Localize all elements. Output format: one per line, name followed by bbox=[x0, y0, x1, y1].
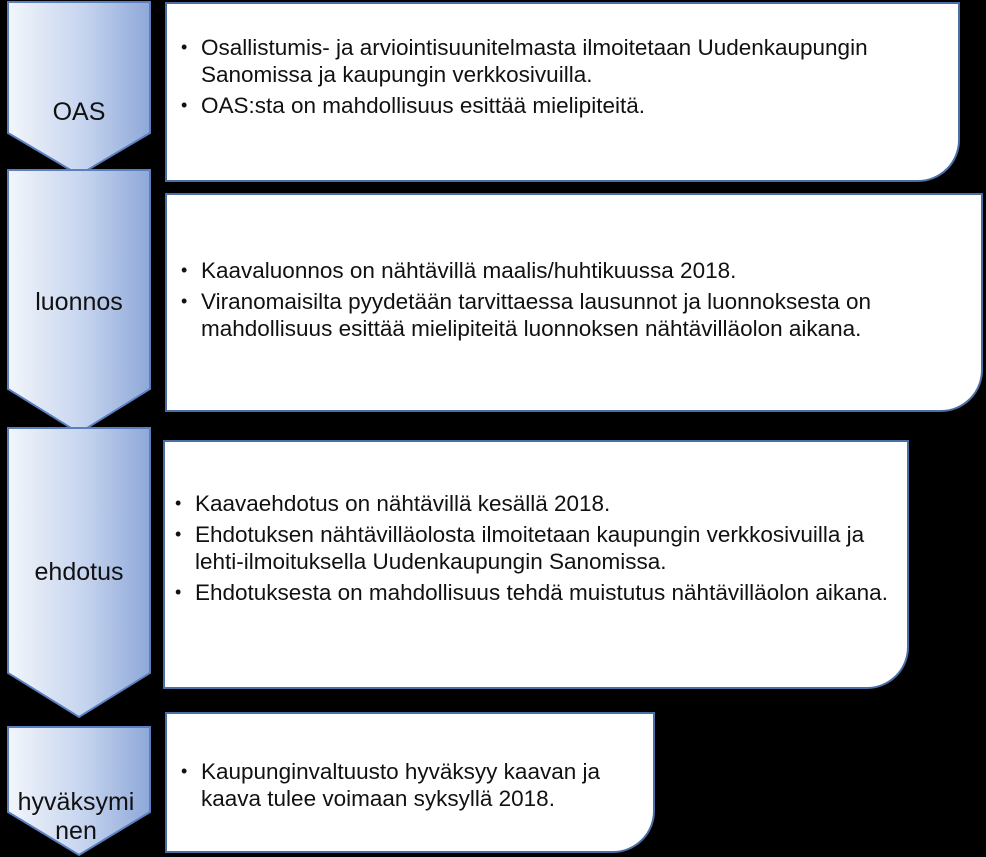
stage-label-ehdotus: ehdotus bbox=[34, 558, 124, 586]
stage-label-oas: OAS bbox=[52, 98, 106, 126]
list-item: • Ehdotuksen nähtävilläolosta ilmoitetaan kaupungin verkkosivuilla ja lehti-ilmoituksella Uudenkaupungin Sanomissa. bbox=[173, 521, 891, 575]
stage-box-ehdotus bbox=[163, 440, 909, 689]
stage-label-luonnos: luonnos bbox=[35, 288, 123, 316]
list-item: • Kaupunginvaltuusto hyväksyy kaavan ja kaava tulee voimaan syksyllä 2018. bbox=[179, 758, 633, 812]
stage-label-hyvaksyminen: hyväksymi nen bbox=[17, 788, 135, 845]
chevron-oas bbox=[8, 2, 150, 175]
stage-box-oas bbox=[165, 2, 960, 182]
stage-box-luonnos bbox=[165, 193, 983, 412]
list-item: • Kaavaehdotus on nähtävillä kesällä 2018. bbox=[173, 490, 891, 517]
list-item: • Viranomaisilta pyydetään tarvittaessa lausunnot ja luonnoksesta on mahdollisuus esittää mielipiteitä luonnoksen nähtävilläolon aikana. bbox=[179, 288, 961, 342]
list-item: • Osallistumis- ja arviointisuunitelmasta ilmoitetaan Uudenkaupungin Sanomissa ja kaupungin verkkosivuilla. bbox=[179, 34, 938, 88]
stage-box-hyvaksyminen bbox=[165, 712, 655, 853]
list-item: • Ehdotuksesta on mahdollisuus tehdä muistutus nähtävilläolon aikana. bbox=[173, 579, 891, 606]
list-item: • OAS:sta on mahdollisuus esittää mielipiteitä. bbox=[179, 92, 938, 119]
list-item: • Kaavaluonnos on nähtävillä maalis/huhtikuussa 2018. bbox=[179, 257, 961, 284]
